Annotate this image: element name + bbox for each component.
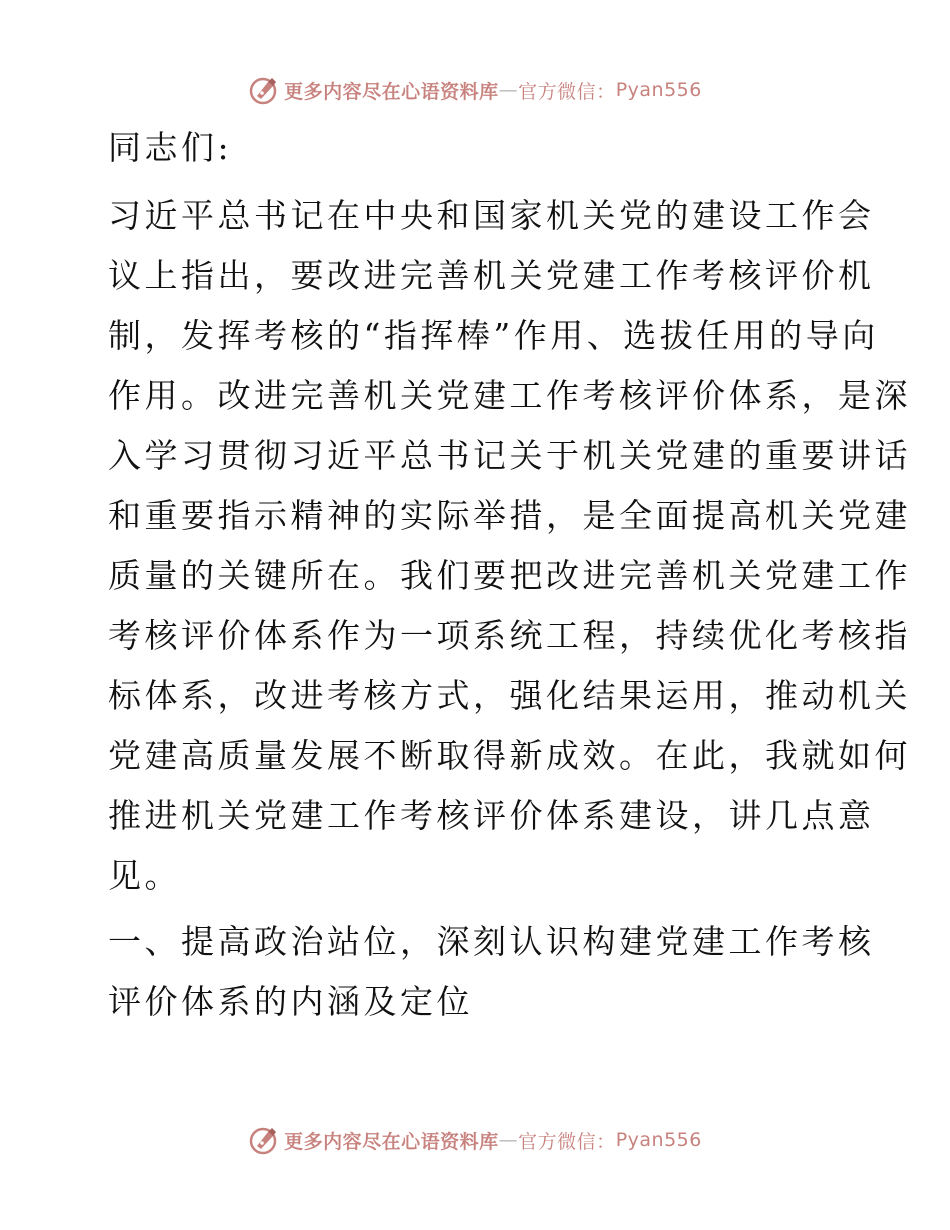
heading-line: 评价体系的内涵及定位 <box>108 982 473 1021</box>
section-heading <box>98 912 875 1032</box>
paragraph-line: 议上指出，要改进完善机关党建工作考核评价机 <box>108 256 875 295</box>
watermark-wechat-id: Pyan556 <box>615 1129 702 1151</box>
paragraph-line: 考核评价体系作为一项系统工程，持续优化考核指 <box>108 616 911 655</box>
watermark-main-text: 更多内容尽在心语资料库 <box>284 1130 499 1153</box>
paragraph-line: 推进机关党建工作考核评价体系建设，讲几点意 <box>108 796 875 835</box>
watermark-separator: — <box>498 1129 519 1151</box>
paragraph-line: 入学习贯彻习近平总书记关于机关党建的重要讲话 <box>108 436 911 475</box>
paragraph-line: 见。 <box>108 856 181 895</box>
document-body <box>98 118 911 1032</box>
paragraph-line: 制，发挥考核的“指挥棒”作用、选拔任用的导向 <box>108 316 879 355</box>
pen-nib-logo-icon <box>248 1124 280 1156</box>
paragraph-line: 标体系，改进考核方式，强化结果运用，推动机关 <box>108 676 911 715</box>
paragraph-line: 质量的关键所在。我们要把改进完善机关党建工作 <box>108 556 911 595</box>
salutation: 同志们: <box>108 128 233 167</box>
pen-nib-logo-icon <box>248 74 280 106</box>
heading-line: 一、提高政治站位，深刻认识构建党建工作考核 <box>108 922 875 961</box>
paragraph-line: 和重要指示精神的实际举措，是全面提高机关党建 <box>108 496 911 535</box>
paragraph-line: 习近平总书记在中央和国家机关党的建设工作会 <box>108 196 875 235</box>
paragraph-line: 党建高质量发展不断取得新成效。在此，我就如何 <box>108 736 911 775</box>
watermark-separator: — <box>498 79 519 101</box>
header-watermark <box>0 70 950 110</box>
paragraph-line: 作用。改进完善机关党建工作考核评价体系，是深 <box>108 376 911 415</box>
watermark-wechat-label: 官方微信： <box>518 1130 616 1153</box>
footer-watermark <box>0 1120 950 1160</box>
watermark-wechat-label: 官方微信： <box>518 80 616 103</box>
watermark-main-text: 更多内容尽在心语资料库 <box>284 80 499 103</box>
body-paragraph <box>98 186 911 906</box>
watermark-wechat-id: Pyan556 <box>615 79 702 101</box>
